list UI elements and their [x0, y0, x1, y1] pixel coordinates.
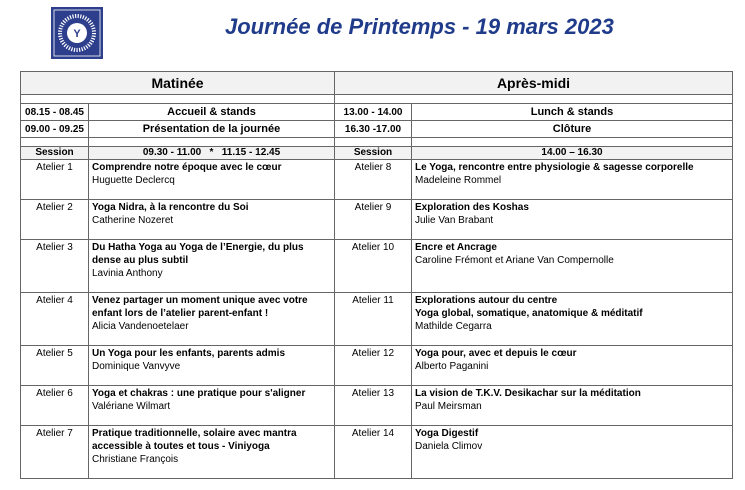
event-cell: Présentation de la journée [89, 121, 335, 138]
workshop-title: Un Yoga pour les enfants, parents admis [92, 348, 286, 359]
time-cell: 13.00 - 14.00 [335, 104, 412, 121]
workshop-teacher: Julie Van Brabant [415, 215, 494, 226]
workshop-row [21, 160, 733, 200]
workshop-teacher: Madeleine Rommel [415, 175, 502, 186]
workshop-teacher: Huguette Declercq [92, 175, 175, 186]
atelier-label: Atelier 13 [335, 386, 412, 426]
schedule-row [21, 121, 733, 138]
event-cell: Accueil & stands [89, 104, 335, 121]
workshop-cell [89, 200, 335, 240]
atelier-label: Atelier 6 [21, 386, 89, 426]
atelier-label: Atelier 3 [21, 240, 89, 293]
atelier-label: Atelier 5 [21, 346, 89, 386]
program-table [20, 71, 733, 479]
atelier-label: Atelier 12 [335, 346, 412, 386]
workshop-row [21, 240, 733, 293]
workshop-title: Du Hatha Yoga au Yoga de l’Energie, du plus dense au plus subtil [92, 242, 304, 266]
workshop-cell [412, 160, 733, 200]
workshop-title: Pratique traditionnelle, solaire avec mantra accessible à toutes et tous - Viniyoga [92, 428, 297, 452]
atelier-label: Atelier 14 [335, 426, 412, 479]
atelier-label: Atelier 10 [335, 240, 412, 293]
workshop-teacher: Catherine Nozeret [92, 215, 174, 226]
workshop-teacher: Mathilde Cegarra [415, 321, 492, 332]
workshop-row [21, 386, 733, 426]
atelier-label: Atelier 9 [335, 200, 412, 240]
afternoon-header: Après-midi [335, 72, 733, 95]
event-cell: Clôture [412, 121, 733, 138]
workshop-cell [89, 240, 335, 293]
atelier-label: Atelier 4 [21, 293, 89, 346]
time-cell: 09.00 - 09.25 [21, 121, 89, 138]
workshop-cell [412, 346, 733, 386]
session-times: 09.30 - 11.00 * 11.15 - 12.45 [89, 147, 335, 160]
atelier-label: Atelier 7 [21, 426, 89, 479]
workshop-cell [412, 426, 733, 479]
workshop-title: Yoga et chakras : une pratique pour s'aligner [92, 388, 306, 399]
workshop-title: Explorations autour du centre Yoga global, somatique, anatomique & méditatif [415, 295, 643, 319]
workshop-title: Yoga Digestif [415, 428, 479, 439]
workshop-teacher: Caroline Frémont et Ariane Van Compernolle [415, 255, 614, 266]
workshop-row [21, 293, 733, 346]
workshop-cell [412, 293, 733, 346]
workshop-teacher: Alicia Vandenoetelaer [92, 321, 189, 332]
workshop-cell [89, 426, 335, 479]
session-header-row [21, 147, 733, 160]
workshop-title: Le Yoga, rencontre entre physiologie & sagesse corporelle [415, 162, 694, 173]
atelier-label: Atelier 11 [335, 293, 412, 346]
atelier-label: Atelier 8 [335, 160, 412, 200]
atelier-label: Atelier 2 [21, 200, 89, 240]
workshop-row [21, 426, 733, 479]
event-cell: Lunch & stands [412, 104, 733, 121]
workshop-cell [89, 293, 335, 346]
workshop-teacher: Christiane François [92, 454, 179, 465]
workshop-cell [412, 240, 733, 293]
association-logo [50, 6, 104, 60]
page-title: Journée de Printemps - 19 mars 2023 [225, 14, 614, 39]
time-cell: 08.15 - 08.45 [21, 104, 89, 121]
atelier-label: Atelier 1 [21, 160, 89, 200]
workshop-teacher: Lavinia Anthony [92, 268, 163, 279]
workshop-teacher: Daniela Climov [415, 441, 483, 452]
workshop-title: Exploration des Koshas [415, 202, 529, 213]
workshop-teacher: Dominique Vanvyve [92, 361, 181, 372]
workshop-teacher: Paul Meirsman [415, 401, 482, 412]
morning-header: Matinée [21, 72, 335, 95]
workshop-teacher: Alberto Paganini [415, 361, 489, 372]
workshop-title: Venez partager un moment unique avec votre enfant lors de l’atelier parent-enfant ! [92, 295, 308, 319]
session-times: 14.00 – 16.30 [412, 147, 733, 160]
session-label: Session [21, 147, 89, 160]
workshop-cell [89, 386, 335, 426]
workshop-title: Encre et Ancrage [415, 242, 497, 253]
workshop-title: Comprendre notre époque avec le cœur [92, 162, 282, 173]
workshop-teacher: Valériane Wilmart [92, 401, 171, 412]
workshop-cell [412, 200, 733, 240]
workshop-title: La vision de T.K.V. Desikachar sur la méditation [415, 388, 641, 399]
time-cell: 16.30 -17.00 [335, 121, 412, 138]
svg-text:Y: Y [73, 28, 81, 40]
workshop-cell [412, 386, 733, 426]
session-label: Session [335, 147, 412, 160]
workshop-row [21, 346, 733, 386]
workshop-cell [89, 346, 335, 386]
workshop-cell [89, 160, 335, 200]
schedule-row [21, 104, 733, 121]
workshop-title: Yoga Nidra, à la rencontre du Soi [92, 202, 249, 213]
workshop-title: Yoga pour, avec et depuis le cœur [415, 348, 577, 359]
workshop-row [21, 200, 733, 240]
